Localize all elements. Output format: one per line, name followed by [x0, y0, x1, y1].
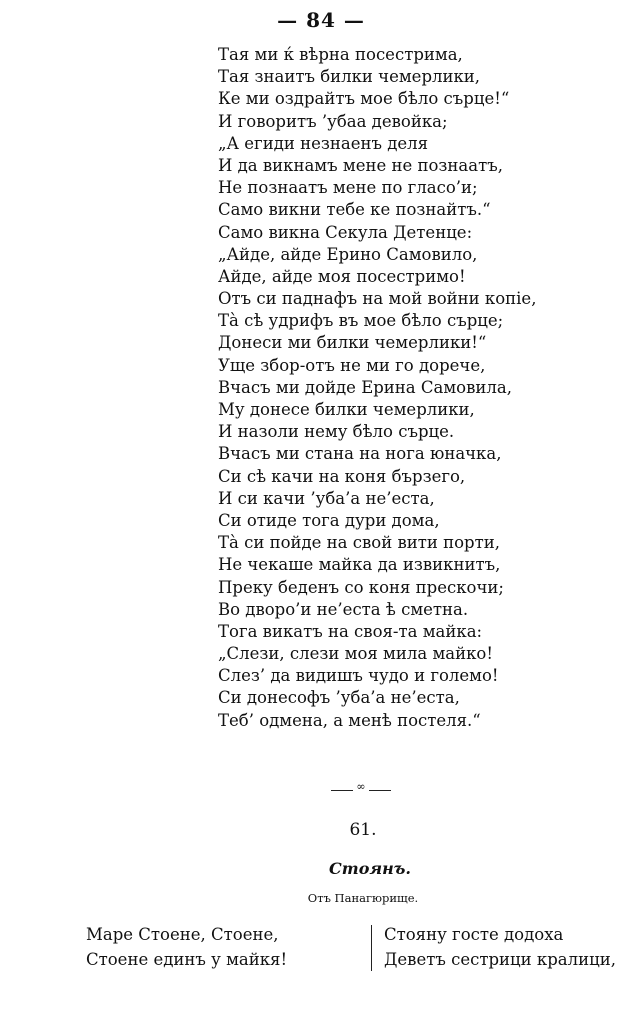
poem-line: Само викна Секула Детенце: [218, 222, 473, 242]
poem-line: Си донесофъ ’уба’а не’еста, [218, 688, 460, 708]
poem-line: Му донесе билки чемерлики, [218, 400, 475, 419]
page-number: — 84 — [277, 8, 365, 32]
poem-line: Во дворо’и не’еста ѣ сметна. [218, 599, 469, 619]
poem-line: Теб’ одмена, а менѣ постеля.“ [218, 710, 481, 730]
poem-line: Си отиде тога дури дома, [218, 510, 440, 530]
poem-line: Само викни тебе ке познайтъ.“ [218, 200, 491, 220]
poem-line: „Слези, слези моя мила майко! [218, 644, 493, 664]
poem-line: Тога викатъ на своя-та майка: [218, 621, 483, 641]
poem-line: Тая знаитъ билки чемерлики, [218, 67, 481, 87]
song-title: Стоянъ. [329, 859, 411, 878]
column-separator [371, 925, 372, 971]
poem-text [218, 44, 548, 732]
song-origin: Отъ Панагюрище. [307, 891, 419, 905]
poem-line: Донеси ми билки чемерлики!“ [218, 333, 487, 353]
poem-line: Тая ми ќ вѣрна посестрима, [218, 45, 463, 64]
verse-column-right [384, 922, 616, 972]
poem-line: „А егиди незнаенъ деля [218, 133, 429, 153]
poem-line: Айде, айде моя посестримо! [218, 266, 466, 286]
verse-line: Деветъ сестрици кралици, [384, 950, 616, 969]
verse-line: Маре Стоене, Стоене, [86, 925, 279, 944]
poem-line: Не чекаше майка да извикнитъ, [218, 555, 501, 575]
poem-line: Вчасъ ми стана на нога юначка, [218, 444, 502, 464]
poem-line: Преку беденъ со коня прескочи; [218, 577, 504, 597]
poem-line: Уще збор-отъ не ми го доречe, [218, 355, 486, 375]
poem-line: Не познаатъ мене по гласо’и; [218, 178, 478, 198]
divider-line-right [369, 790, 391, 791]
poem-line: Вчасъ ми дойде Ерина Самовила, [218, 377, 512, 397]
song-number: 61. [349, 820, 377, 840]
section-divider [331, 780, 391, 795]
poem-line: Тà сѣ удрифъ въ мое бѣло сърце; [218, 311, 504, 331]
poem-line: И говоритъ ’убаа девойка; [218, 111, 448, 131]
divider-ornament: ∞ [356, 780, 366, 793]
poem-line: Слез’ да видишъ чудо и големо! [218, 666, 499, 686]
poem-line: И да викнамъ мене не познаатъ, [218, 155, 503, 175]
poem-line: И си качи ’уба’а не’еста, [218, 488, 435, 508]
poem-line: Отъ си паднафъ на мой войни копіе, [218, 289, 537, 309]
poem-line: „Айде, айде Ерино Самовило, [218, 244, 478, 264]
verse-line: Стояну госте додоха [384, 925, 564, 944]
verse-column-left [86, 922, 287, 972]
poem-line: Ке ми оздрайтъ мое бѣло сърце!“ [218, 89, 510, 109]
verse-line: Стоене единъ у майкя! [86, 950, 288, 969]
divider-line-left [331, 790, 353, 791]
poem-line: И назоли нему бѣло сърце. [218, 422, 455, 442]
poem-line: Си сѣ качи на коня бързего, [218, 466, 466, 486]
poem-line: Тà си пойде на свой вити порти, [218, 533, 500, 553]
